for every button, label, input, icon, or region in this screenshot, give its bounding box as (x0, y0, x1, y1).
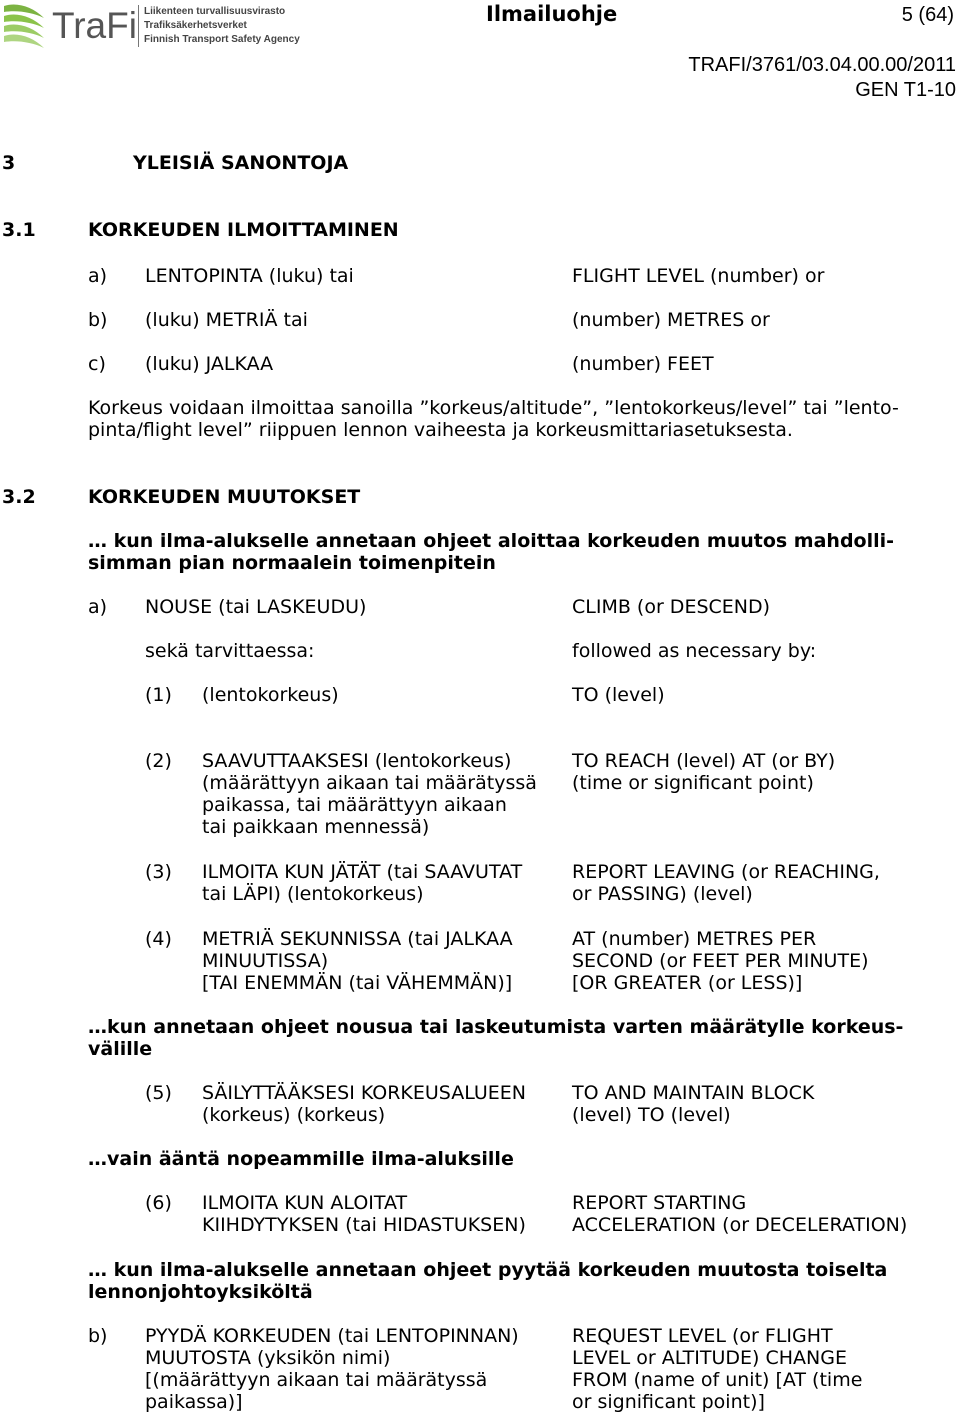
item-number: (6) (145, 1192, 172, 1214)
phrase-fi: [(määrättyyn aikaan tai määrätyssä (145, 1369, 488, 1391)
section-title: YLEISIÄ SANONTOJA (133, 152, 349, 174)
phrase-en: LEVEL or ALTITUDE) CHANGE (572, 1347, 847, 1369)
context-heading: simman pian normaalein toimenpitein (88, 552, 496, 574)
agency-name-fi: Liikenteen turvallisuusvirasto (144, 6, 286, 17)
phrase-en: (number) FEET (572, 353, 714, 375)
phrase-en: AT (number) METRES PER (572, 928, 817, 950)
row-label: a) (88, 265, 108, 287)
agency-name-sv: Trafiksäkerhetsverket (144, 20, 247, 31)
context-heading: … kun ilma-alukselle annetaan ohjeet aloittaa korkeuden muutos mahdolli- (88, 530, 895, 552)
subsection-title: KORKEUDEN MUUTOKSET (88, 486, 361, 508)
phrase-fi: SÄILYTTÄÄKSESI KORKEUSALUEEN (202, 1082, 526, 1104)
phrase-fi: tai LÄPI) (lentokorkeus) (202, 883, 424, 905)
phrase-fi: MINUUTISSA) (202, 950, 329, 972)
note-text: pinta/flight level” riippuen lennon vaiheesta ja korkeusmittariasetuksesta. (88, 419, 793, 441)
subsection-number: 3.2 (2, 486, 36, 508)
context-heading: lennonjohtoyksiköltä (88, 1281, 313, 1303)
phrase-fi: MUUTOSTA (yksikön nimi) (145, 1347, 391, 1369)
phrase-fi: ILMOITA KUN JÄTÄT (tai SAAVUTAT (202, 861, 523, 883)
logo-divider (138, 5, 139, 47)
phrase-en: FLIGHT LEVEL (number) or (572, 265, 825, 287)
item-number: (4) (145, 928, 172, 950)
agency-name-en: Finnish Transport Safety Agency (144, 34, 300, 45)
phrase-fi: SAAVUTTAAKSESI (lentokorkeus) (202, 750, 512, 772)
context-heading: …kun annetaan ohjeet nousua tai laskeutumista varten määrätylle korkeus- (88, 1016, 904, 1038)
context-heading: …vain ääntä nopeammille ilma-aluksille (88, 1148, 514, 1170)
context-heading: välille (88, 1038, 153, 1060)
phrase-fi: (luku) METRIÄ tai (145, 309, 308, 331)
phrase-en: or significant point)] (572, 1391, 765, 1413)
phrase-en: ACCELERATION (or DECELERATION) (572, 1214, 908, 1236)
phrase-fi: ILMOITA KUN ALOITAT (202, 1192, 408, 1214)
phrase-fi: (korkeus) (korkeus) (202, 1104, 386, 1126)
section-number: 3 (2, 152, 16, 174)
phrase-en: (time or significant point) (572, 772, 814, 794)
phrase-en: TO REACH (level) AT (or BY) (572, 750, 836, 772)
phrase-en: or PASSING) (level) (572, 883, 753, 905)
phrase-fi: METRIÄ SEKUNNISSA (tai JALKAA (202, 928, 513, 950)
row-label: b) (88, 309, 108, 331)
phrase-en: followed as necessary by: (572, 640, 817, 662)
document-code: GEN T1-10 (855, 79, 956, 101)
row-label: a) (88, 596, 108, 618)
reference-number: TRAFI/3761/03.04.00.00/2011 (688, 54, 956, 76)
page-number: 5 (64) (901, 4, 954, 26)
row-label: c) (88, 353, 106, 375)
phrase-en: CLIMB (or DESCEND) (572, 596, 771, 618)
note-text: Korkeus voidaan ilmoittaa sanoilla ”korkeus/altitude”, ”lentokorkeus/level” tai ”lento- (88, 397, 899, 419)
item-number: (2) (145, 750, 172, 772)
phrase-fi: (luku) JALKAA (145, 353, 274, 375)
phrase-fi: [TAI ENEMMÄN (tai VÄHEMMÄN)] (202, 972, 513, 994)
phrase-en: [OR GREATER (or LESS)] (572, 972, 803, 994)
phrase-en: TO AND MAINTAIN BLOCK (572, 1082, 815, 1104)
phrase-en: REQUEST LEVEL (or FLIGHT (572, 1325, 833, 1347)
document-title: Ilmailuohje (486, 2, 618, 26)
trafi-logo (2, 0, 300, 52)
phrase-en: TO (level) (572, 684, 665, 706)
context-heading: … kun ilma-alukselle annetaan ohjeet pyytää korkeuden muutosta toiselta (88, 1259, 888, 1281)
phrase-en: SECOND (or FEET PER MINUTE) (572, 950, 869, 972)
logo-wordmark: TraFi (52, 5, 137, 46)
phrase-fi: NOUSE (tai LASKEUDU) (145, 596, 367, 618)
phrase-fi: (määrättyyn aikaan tai määrätyssä (202, 772, 537, 794)
row-label: b) (88, 1325, 108, 1347)
phrase-en: REPORT LEAVING (or REACHING, (572, 861, 880, 883)
phrase-fi: PYYDÄ KORKEUDEN (tai LENTOPINNAN) (145, 1325, 519, 1347)
item-number: (5) (145, 1082, 172, 1104)
phrase-en: (number) METRES or (572, 309, 770, 331)
phrase-fi: (lentokorkeus) (202, 684, 339, 706)
subsection-number: 3.1 (2, 219, 36, 241)
phrase-en: (level) TO (level) (572, 1104, 731, 1126)
subsection-title: KORKEUDEN ILMOITTAMINEN (88, 219, 399, 241)
phrase-fi: KIIHDYTYKSEN (tai HIDASTUKSEN) (202, 1214, 526, 1236)
phrase-fi: tai paikkaan mennessä) (202, 816, 430, 838)
item-number: (1) (145, 684, 172, 706)
phrase-fi: paikassa, tai määrättyyn aikaan (202, 794, 507, 816)
phrase-fi: sekä tarvittaessa: (145, 640, 315, 662)
phrase-fi: paikassa)] (145, 1391, 243, 1413)
phrase-en: FROM (name of unit) [AT (time (572, 1369, 863, 1391)
item-number: (3) (145, 861, 172, 883)
phrase-en: REPORT STARTING (572, 1192, 747, 1214)
phrase-fi: LENTOPINTA (luku) tai (145, 265, 354, 287)
